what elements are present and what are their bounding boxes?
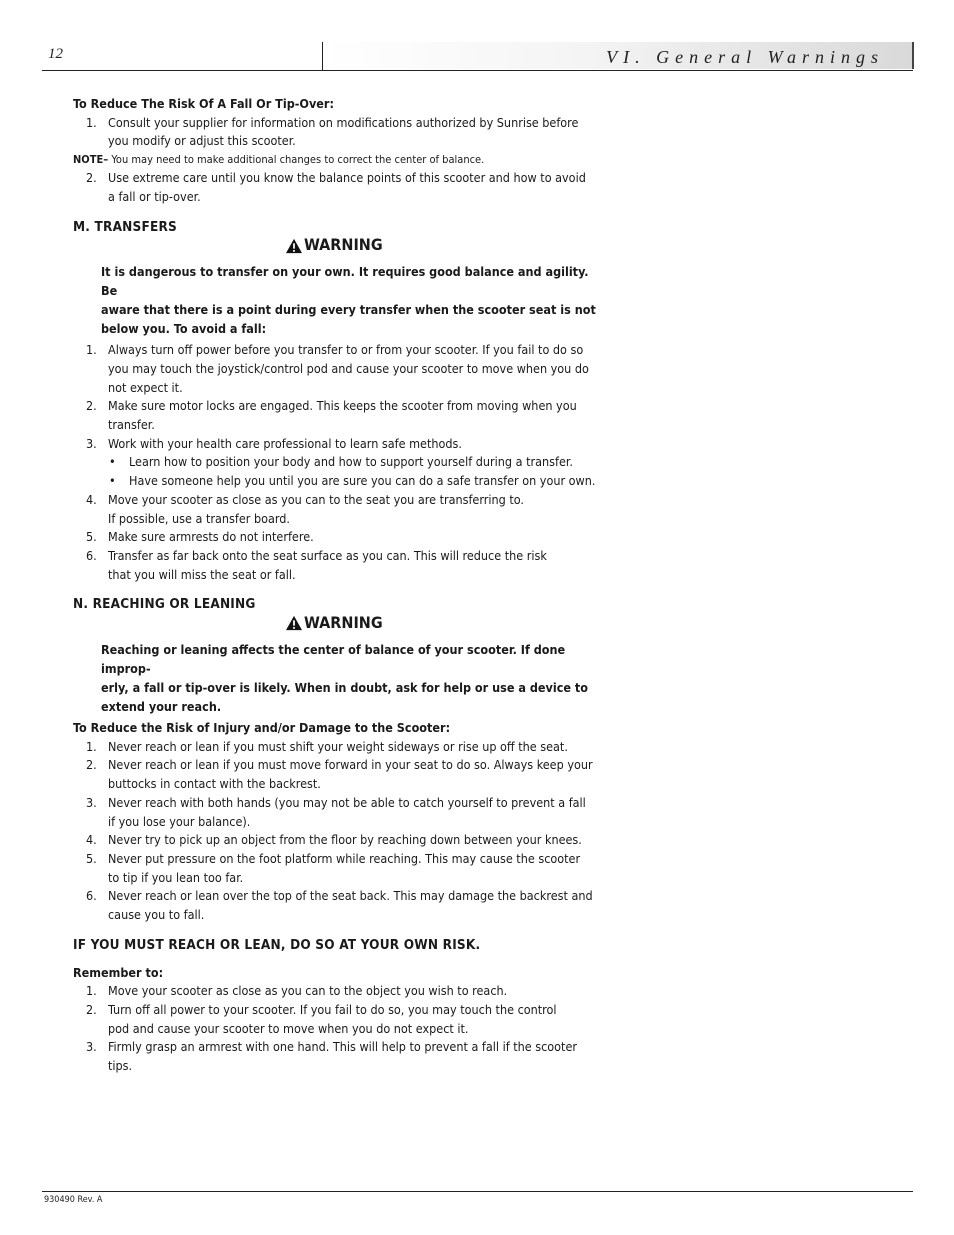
injury-risk-heading: To Reduce the Risk of Injury and/or Damage to the Scooter: xyxy=(73,720,451,736)
list-item: 2. Make sure motor locks are engaged. This keeps the scooter from moving when you transfer. xyxy=(86,398,577,433)
warning-icon xyxy=(285,615,303,631)
list-item: 1. Consult your supplier for information on modifications authorized by Sunrise before you modify or adjust this scooter. xyxy=(86,114,579,149)
reaching-warning-text: Reaching or leaning affects the center of balance of your scooter. If done improp- erly, a fall or tip-over is likely. When in doubt, ask for help or use a device to extend your reach. xyxy=(101,642,589,715)
list-item: 4. Never try to pick up an object from the floor by reaching down between your knees. xyxy=(86,832,582,848)
list-item: 5. Make sure armrests do not interfere. xyxy=(86,529,314,545)
reaching-heading: N. REACHING OR LEANING xyxy=(73,596,256,613)
footer-rule xyxy=(42,1191,913,1192)
list-item: 2. Use extreme care until you know the balance points of this scooter and how to avoid a fall or tip-over. xyxy=(86,170,586,204)
note-text: You may need to make additional changes to correct the center of balance. xyxy=(111,153,485,167)
reaching-warning-banner xyxy=(73,614,613,640)
page-number: 12 xyxy=(48,46,63,62)
list-item: 2. Never reach or lean if you must move forward in your seat to do so. Always keep your buttocks in contact with the backrest. xyxy=(86,757,593,792)
warning-label: WARNING xyxy=(304,235,383,255)
list-item: 3. Work with your health care professional to learn safe methods. xyxy=(86,435,462,451)
transfers-heading: M. TRANSFERS xyxy=(73,218,177,235)
list-item: 1. Move your scooter as close as you can to the object you wish to reach. xyxy=(86,983,508,999)
transfers-warning-banner xyxy=(73,236,613,262)
note-label: NOTE– xyxy=(73,153,109,167)
warning-label: WARNING xyxy=(304,613,383,633)
header-rule xyxy=(42,70,913,71)
list-item: 6. Never reach or lean over the top of the seat back. This may damage the backrest and cause you to fall. xyxy=(86,888,593,923)
bullet-item: • Have someone help you until you are sure you can do a safe transfer on your own. xyxy=(109,473,596,489)
bullet-item: • Learn how to position your body and how to support yourself during a transfer. xyxy=(109,454,573,470)
list-item: 4. Move your scooter as close as you can to the seat you are transferring to. If possible, use a transfer board. xyxy=(86,491,524,526)
header-title-band xyxy=(323,42,914,69)
balance-note xyxy=(73,151,613,169)
list-item: 2. Turn off all power to your scooter. If you fail to do so, you may touch the control pod and cause your scooter to move when you do not expect it. xyxy=(86,1001,557,1036)
list-item: 6. Transfer as far back onto the seat surface as you can. This will reduce the risk that you will miss the seat or fall. xyxy=(86,547,547,582)
list-item: 3. Never reach with both hands (you may not be able to catch yourself to prevent a fall if you lose your balance). xyxy=(86,794,586,829)
page-header xyxy=(42,42,913,70)
fall-risk-heading: To Reduce The Risk Of A Fall Or Tip-Over: xyxy=(73,96,334,111)
transfers-warning-text: It is dangerous to transfer on your own. It requires good balance and agility. Be aware that there is a point during every transfer when the scooter seat is not below you. To avoid a fall: xyxy=(101,264,596,337)
section-title: VI. General Warnings xyxy=(606,47,884,67)
remember-heading: Remember to: xyxy=(73,964,164,980)
list-item: 3. Firmly grasp an armrest with one hand. This will help to prevent a fall if the scooter tips. xyxy=(86,1039,577,1074)
list-item: 1. Never reach or lean if you must shift your weight sideways or rise up off the seat. xyxy=(86,738,568,754)
document-revision: 930490 Rev. A xyxy=(44,1195,103,1205)
warning-icon xyxy=(285,238,303,254)
list-item: 5. Never put pressure on the foot platform while reaching. This may cause the scooter to tip if you lean too far. xyxy=(86,850,581,885)
list-item: 1. Always turn off power before you transfer to or from your scooter. If you fail to do so you may touch the joystick/control pod and cause your scooter to move when you do not expect it. xyxy=(86,342,589,395)
own-risk-heading: IF YOU MUST REACH OR LEAN, DO SO AT YOUR OWN RISK. xyxy=(73,936,481,953)
page-content xyxy=(73,95,613,1076)
